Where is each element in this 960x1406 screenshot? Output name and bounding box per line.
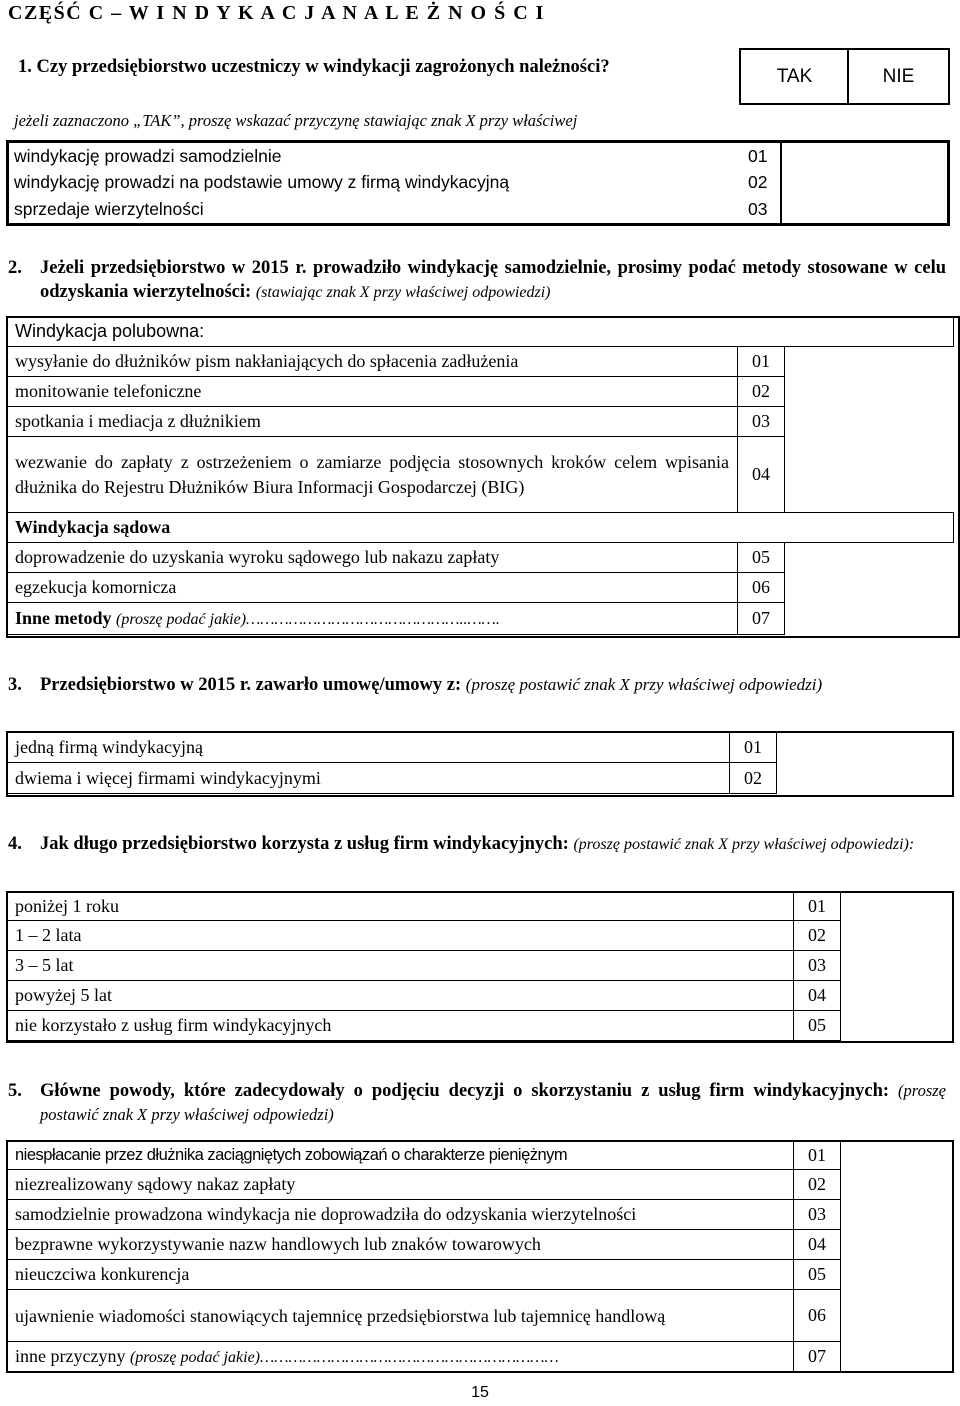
q1-note: jeżeli zaznaczono „TAK”, proszę wskazać przyczynę stawiając znak X przy właściwej <box>14 111 578 130</box>
q2-option-2-code[interactable]: 02 <box>738 377 785 407</box>
q4-option-3-label: 3 – 5 lat <box>7 951 794 981</box>
q3-options-frame <box>6 731 954 797</box>
q1-option-3-code[interactable]: 03 <box>748 199 768 219</box>
q5-other-note[interactable]: (proszę podać jakie)……………………………………………………… <box>129 1349 559 1366</box>
q4-option-5-code[interactable]: 05 <box>794 1011 841 1041</box>
q2-other-note[interactable]: (proszę podać jakie)………………………………………..……. <box>116 611 500 628</box>
q2-option-3-code[interactable]: 03 <box>738 407 785 437</box>
q2-option-1-label: wysyłanie do dłużników pism nakłaniających do spłacenia zadłużenia <box>7 347 738 377</box>
q2-question <box>40 256 946 305</box>
q5-option-1-label: niespłacanie przez dłużnika zaciągniętych zobowiązań o charakterze pieniężnym <box>7 1141 794 1170</box>
q3-number: 3. <box>8 675 22 695</box>
q3-option-1-code[interactable]: 01 <box>730 732 777 763</box>
q2-option-6-label: egzekucja komornicza <box>7 573 738 603</box>
q5-other-label: inne przyczyny <box>15 1346 126 1366</box>
q2-note: (stawiając znak X przy właściwej odpowiedzi) <box>255 284 551 301</box>
q4-option-4-code[interactable]: 04 <box>794 981 841 1011</box>
q2-group-friendly: Windykacja polubowna: <box>7 317 954 347</box>
q5-number: 5. <box>8 1081 22 1101</box>
q4-option-4-label: powyżej 5 lat <box>7 981 794 1011</box>
q3-note: (proszę postawić znak X przy właściwej odpowiedzi) <box>465 675 823 694</box>
q5-option-6-label: ujawnienie wiadomości stanowiących tajemnicę przedsiębiorstwa lub tajemnicę handlową <box>7 1290 794 1342</box>
q3-option-1-label: jedną firmą windykacyjną <box>7 732 730 763</box>
q2-text: Jeżeli przedsiębiorstwo w 2015 r. prowadziło windykację samodzielnie, prosimy podać metody stosowane w celu odzyskania wierzytelności: <box>40 258 946 302</box>
q1-option-2-label: windykację prowadzi na podstawie umowy z firmą windykacyjną <box>14 172 510 192</box>
q2-option-7-code[interactable]: 07 <box>738 603 785 635</box>
q2-option-3-label: spotkania i mediacja z dłużnikiem <box>7 407 738 437</box>
q4-options-frame <box>6 891 954 1043</box>
q4-option-3-code[interactable]: 03 <box>794 951 841 981</box>
q2-option-5-label: doprowadzenie do uzyskania wyroku sądowego lub nakazu zapłaty <box>7 543 738 573</box>
q5-option-6-code[interactable]: 06 <box>794 1290 841 1342</box>
q1-option-1-code[interactable]: 01 <box>748 146 768 166</box>
q2-option-4-label: wezwanie do zapłaty z ostrzeżeniem o zamiarze podjęcia stosownych kroków celem wpisania dłużnika do Rejestru Dłużników Biura Informacji Gospodarczej (BIG) <box>7 437 738 513</box>
q5-text: Główne powody, które zadecydowały o podjęciu decyzji o skorzystaniu z usług firm windykacyjnych: <box>40 1081 890 1101</box>
q2-option-6-code[interactable]: 06 <box>738 573 785 603</box>
q1-option-1-label: windykację prowadzi samodzielnie <box>14 146 282 166</box>
q1-text: 1. Czy przedsiębiorstwo uczestniczy w windykacji zagrożonych należności? <box>18 57 610 77</box>
q3-option-2-code[interactable]: 02 <box>730 763 777 794</box>
q2-group-court: Windykacja sądowa <box>7 513 954 543</box>
q3-question <box>40 673 946 697</box>
q4-text: Jak długo przedsiębiorstwo korzysta z usług firm windykacyjnych: <box>40 834 569 854</box>
q3-option-2-label: dwiema i więcej firmami windykacyjnymi <box>7 763 730 794</box>
q4-option-2-label: 1 – 2 lata <box>7 921 794 951</box>
q4-option-1-code[interactable]: 01 <box>794 892 841 921</box>
q1-option-3-label: sprzedaje wierzytelności <box>14 199 204 219</box>
q2-option-2-label: monitowanie telefoniczne <box>7 377 738 407</box>
q4-question <box>40 832 946 857</box>
q2-option-1-code[interactable]: 01 <box>738 347 785 377</box>
q2-other-label: Inne metody <box>15 608 112 628</box>
q4-option-2-code[interactable]: 02 <box>794 921 841 951</box>
q5-option-2-label: niezrealizowany sądowy nakaz zapłaty <box>7 1170 794 1200</box>
q5-option-4-label: bezprawne wykorzystywanie nazw handlowych lub znaków towarowych <box>7 1230 794 1260</box>
q4-option-5-label: nie korzystało z usług firm windykacyjnych <box>7 1011 794 1041</box>
q4-note: (proszę postawić znak X przy właściwej odpowiedzi): <box>573 836 915 853</box>
q5-option-3-label: samodzielnie prowadzona windykacja nie doprowadziła do odzyskania wierzytelności <box>7 1200 794 1230</box>
q5-option-7-code[interactable]: 07 <box>794 1342 841 1372</box>
q1-divider <box>780 140 782 226</box>
q5-option-3-code[interactable]: 03 <box>794 1200 841 1230</box>
q5-option-5-code[interactable]: 05 <box>794 1260 841 1290</box>
q5-option-2-code[interactable]: 02 <box>794 1170 841 1200</box>
q4-option-1-label: poniżej 1 roku <box>7 892 794 921</box>
q1-yes-box[interactable] <box>739 48 849 105</box>
section-title: CZĘŚĆ C – W I N D Y K A C J A N A L E Ż N O Ś C I <box>8 2 545 24</box>
q1-option-2-code[interactable]: 02 <box>748 172 768 192</box>
q5-question <box>40 1079 946 1127</box>
q2-option-5-code[interactable]: 05 <box>738 543 785 573</box>
q1-no-box[interactable] <box>847 48 950 105</box>
q5-option-1-code[interactable]: 01 <box>794 1141 841 1170</box>
q5-option-4-code[interactable]: 04 <box>794 1230 841 1260</box>
q3-text: Przedsiębiorstwo w 2015 r. zawarło umowę/umowy z: <box>40 675 462 695</box>
q1-no-label: NIE <box>882 65 915 87</box>
q5-option-5-label: nieuczciwa konkurencja <box>7 1260 794 1290</box>
page-number: 15 <box>471 1384 489 1401</box>
q2-options-frame <box>6 316 960 638</box>
q1-yes-label: TAK <box>776 65 813 87</box>
q5-options-frame <box>6 1140 954 1373</box>
q2-option-4-code[interactable]: 04 <box>738 437 785 513</box>
q4-number: 4. <box>8 834 22 854</box>
q5-note: (proszę postawić znak X przy właściwej odpowiedzi) <box>40 1081 946 1124</box>
q2-number: 2. <box>8 258 22 278</box>
